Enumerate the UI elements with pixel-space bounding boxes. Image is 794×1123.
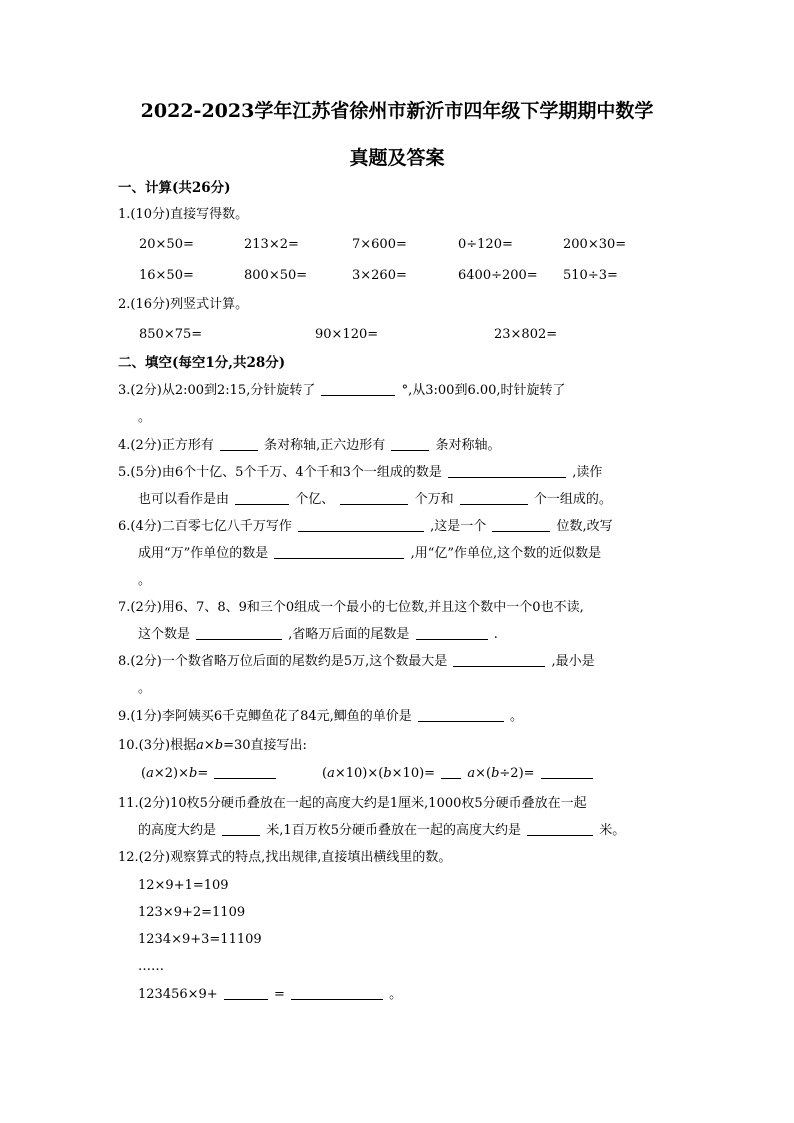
q10-p1-mid: ×2)× (153, 766, 189, 781)
q6-blank-3[interactable] (274, 544, 404, 559)
q5-text-d: 个亿、 (295, 492, 335, 507)
q10-blank-2[interactable] (441, 764, 461, 779)
q1-stem: 1.(10分)直接写得数。 (118, 207, 249, 222)
q10-var-b: b (214, 738, 224, 753)
q10-times: × (203, 738, 215, 753)
q10-p2-mid: ×10)×( (334, 766, 384, 781)
q5-text-c: 也可以看作是由 (138, 492, 230, 507)
q10-stem (118, 736, 307, 756)
q10-p3-eq: ÷2)= (499, 766, 535, 781)
q10-p2-var-a: a (327, 766, 335, 781)
q3-blank-1[interactable] (321, 381, 395, 396)
q11-text-d: 米。 (599, 823, 626, 838)
q5-blank-3[interactable] (340, 490, 408, 505)
q12-line5 (138, 985, 402, 1005)
q8-blank-1[interactable] (453, 652, 545, 667)
q2-item-3: 23×802= (494, 327, 558, 342)
q4-text-b: 条对称轴,正六边形有 (264, 438, 386, 453)
q6-text-e: ,用“亿”作单位,这个数的近似数是 (410, 546, 602, 561)
q10-p2-open: ( (322, 766, 328, 781)
q9-line (118, 707, 523, 727)
q6-blank-1[interactable] (298, 517, 424, 532)
q5-blank-2[interactable] (235, 490, 289, 505)
q12-line2: 123×9+2=1109 (138, 905, 246, 920)
q2-item-1: 850×75= (139, 327, 203, 342)
q10-part2 (322, 764, 595, 784)
q12-l5-text-a: 123456×9+ (138, 987, 218, 1002)
q5-line1 (118, 463, 602, 483)
q1-r2-c3: 3×260= (352, 268, 407, 283)
q6-text-b: ,这是一个 (430, 519, 487, 534)
q7-text-b: 这个数是 (138, 627, 191, 642)
q7-text-a: 7.(2分)用6、7、8、9和三个0组成一个最小的七位数,并且这个数中一个0也不读, (118, 600, 584, 615)
q10-blank-1[interactable] (214, 764, 276, 779)
q10-p3-var-b: b (491, 766, 500, 781)
q12-stem: 12.(2分)观察算式的特点,找出规律,直接填出横线里的数。 (118, 850, 452, 865)
q10-var-a: a (196, 738, 204, 753)
q6-line1 (118, 517, 613, 537)
q8-text-b: ,最小是 (551, 654, 595, 669)
q5-text-a: 5.(5分)由6个十亿、5个千万、4个千和3个一组成的数是 (118, 465, 442, 480)
q10-p2-eq: ×10)= (391, 766, 436, 781)
q1-r2-c2: 800×50= (244, 268, 308, 283)
q1-r1-c3: 7×600= (352, 237, 407, 252)
q7-blank-1[interactable] (196, 625, 282, 640)
q10-p3-var-a: a (467, 766, 476, 781)
q5-blank-4[interactable] (460, 490, 528, 505)
q10-blank-3[interactable] (541, 764, 593, 779)
q12-blank-1[interactable] (224, 985, 268, 1000)
q1-r1-c1: 20×50= (139, 237, 194, 252)
q4-blank-2[interactable] (391, 436, 429, 451)
q3-text-c: 。 (138, 410, 152, 425)
q6-text-f: 。 (138, 573, 152, 588)
q5-text-e: 个万和 (414, 492, 454, 507)
section-heading-fill: 二、填空(每空1分,共28分) (118, 355, 286, 371)
q5-line2 (138, 490, 612, 510)
q11-text-b: 的高度大约是 (138, 823, 217, 838)
q1-r1-c4: 0÷120= (458, 237, 513, 252)
q8-line1 (118, 652, 595, 672)
doc-title-line2: 真题及答案 (349, 147, 445, 169)
q10-p1-var-b: b (188, 766, 198, 781)
q11-blank-2[interactable] (527, 821, 593, 836)
q11-line2 (138, 821, 625, 841)
q11-blank-1[interactable] (222, 821, 260, 836)
q5-blank-1[interactable] (448, 463, 566, 478)
q9-text-b: 。 (510, 709, 524, 724)
q1-r2-c4: 6400÷200= (458, 268, 538, 283)
q5-text-f: 个一组成的。 (533, 492, 612, 507)
q12-line1: 12×9+1=109 (138, 878, 229, 893)
q5-text-b: ,读作 (572, 465, 603, 480)
q2-item-2: 90×120= (315, 327, 379, 342)
q4-text-c: 条对称轴。 (435, 438, 501, 453)
q7-line2 (138, 625, 498, 645)
q2-stem: 2.(16分)列竖式计算。 (118, 297, 249, 312)
q4-line (118, 436, 501, 456)
q11-text-a: 11.(2分)10枚5分硬币叠放在一起的高度大约是1厘米,1000枚5分硬币叠放在一起 (118, 796, 587, 811)
q12-l5-eq: = (273, 987, 285, 1002)
q12-l5-end: 。 (389, 987, 403, 1002)
q1-r1-c2: 213×2= (244, 237, 299, 252)
q7-text-c: ,省略万后面的尾数是 (288, 627, 410, 642)
q11-text-c: 米,1百万枚5分硬币叠放在一起的高度大约是 (266, 823, 521, 838)
q10-p1-var-a: a (146, 766, 154, 781)
q10-p2-var-b: b (383, 766, 392, 781)
q6-text-a: 6.(4分)二百零七亿八千万写作 (118, 519, 292, 534)
q10-p1-open: ( (141, 766, 147, 781)
q9-blank-1[interactable] (418, 707, 504, 722)
q6-line2 (138, 544, 601, 564)
q10-p1-eq: = (197, 766, 209, 781)
q3-text-b: °,从3:00到6.00,时针旋转了 (401, 383, 566, 398)
q1-r1-c5: 200×30= (563, 237, 627, 252)
q9-text-a: 9.(1分)李阿姨买6千克鲫鱼花了84元,鲫鱼的单价是 (118, 709, 412, 724)
doc-title-line1: 2022-2023学年江苏省徐州市新沂市四年级下学期期中数学 (140, 100, 654, 122)
q8-text-c: 。 (138, 681, 152, 696)
q6-blank-2[interactable] (492, 517, 550, 532)
q7-blank-2[interactable] (416, 625, 488, 640)
section-heading-calc: 一、计算(共26分) (118, 180, 231, 196)
q10-text-a: 10.(3分)根据 (118, 738, 197, 753)
q8-text-a: 8.(2分)一个数省略万位后面的尾数约是5万,这个数最大是 (118, 654, 448, 669)
q7-text-d: . (493, 627, 498, 642)
q6-text-d: 成用“万”作单位的数是 (138, 546, 269, 561)
q10-p3-mid: ×( (475, 766, 492, 781)
q4-blank-1[interactable] (220, 436, 258, 451)
q12-line4: …… (138, 959, 164, 974)
q3-line1 (118, 381, 566, 401)
q12-line3: 1234×9+3=11109 (138, 932, 262, 947)
q1-r2-c5: 510÷3= (563, 268, 618, 283)
q10-part1 (141, 764, 278, 784)
q10-text-end: =30直接写出: (223, 738, 307, 753)
q6-text-c: 位数,改写 (556, 519, 613, 534)
q4-text-a: 4.(2分)正方形有 (118, 438, 214, 453)
q12-blank-2[interactable] (291, 985, 383, 1000)
q1-r2-c1: 16×50= (139, 268, 194, 283)
q3-text-a: 3.(2分)从2:00到2:15,分针旋转了 (118, 383, 316, 398)
